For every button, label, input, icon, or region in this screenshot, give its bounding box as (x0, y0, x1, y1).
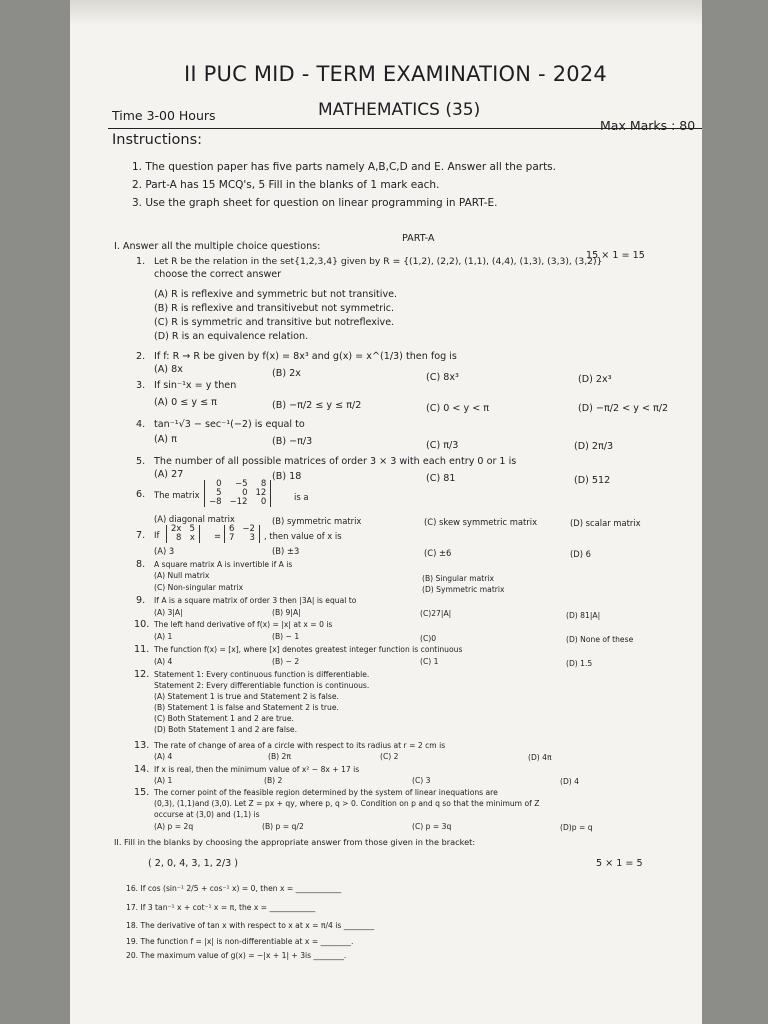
matrix-cell: −2 (242, 524, 255, 534)
option-d: (D) −π/2 < y < π/2 (578, 403, 669, 414)
option-b: (B) 9|A| (272, 608, 301, 617)
option-c: (C) ±6 (424, 548, 452, 558)
matrix-cell: 8 (260, 479, 267, 489)
option-b: (B) Statement 1 is false and Statement 2 is true. (154, 703, 339, 712)
option-a: (A) π (154, 434, 177, 445)
option-a: (A) 1 (154, 776, 173, 785)
fill-blank-question: 18. The derivative of tan x with respect to x at x = π/4 is ________ (126, 921, 375, 930)
fill-blank-question: 19. The function f = |x| is non-differentiable at x = ________. (126, 937, 354, 946)
option-d: (D) None of these (566, 635, 634, 644)
question-number: 6. (136, 489, 146, 500)
option-b: (B) − 2 (272, 657, 300, 666)
question-text: choose the correct answer (154, 269, 282, 280)
option-c: (C) Non-singular matrix (154, 583, 244, 592)
exam-duration: Time 3-00 Hours (112, 108, 216, 123)
option-b: (B) 2π (268, 752, 291, 761)
question-text: If (154, 530, 160, 540)
question-text: Statement 1: Every continuous function is differentiable. (154, 670, 370, 679)
question-number: 13. (134, 740, 150, 751)
option-b: (B) Singular matrix (422, 574, 494, 583)
question-text: The matrix (154, 490, 200, 500)
question-number: 11. (134, 644, 150, 655)
question-number: 1. (136, 256, 146, 267)
option-d: (D) 4π (528, 753, 552, 762)
matrix-cell: 6 (229, 524, 235, 534)
section-i-heading: I. Answer all the multiple choice questions: (114, 241, 321, 252)
matrix-cell: 0 (242, 488, 248, 498)
option-d: (D) 512 (574, 475, 611, 486)
option-b: (B) 2 (264, 776, 283, 785)
option-d: (D)p = q (560, 823, 593, 832)
matrix-cell: −5 (234, 479, 248, 489)
option-c: (C)27|A| (420, 609, 452, 618)
question-text: Statement 2: Every differentiable function is continuous. (154, 681, 370, 690)
option-d: (D) 2π/3 (574, 441, 614, 452)
question-text: , then value of x is (264, 531, 342, 541)
option-b: (B) 18 (272, 471, 302, 482)
question-text: Let R be the relation in the set{1,2,3,4} given by R = {(1,2), (2,2), (1,1), (4,4), (1,3), (3,3), (3,2)} (154, 256, 603, 267)
option-c: (C) 8x³ (426, 372, 459, 383)
option-d: (D) 4 (560, 777, 580, 786)
question-number: 3. (136, 380, 146, 391)
question-text: A square matrix A is invertible if A is (154, 560, 293, 569)
question-text: (0,3), (1,1)and (3,0). Let Z = px + qy, where p, q > 0. Condition on p and q so that the minimum of Z (154, 799, 540, 808)
matrix-q6 (204, 480, 271, 507)
option-a: (A) 8x (154, 364, 183, 375)
section-i-marks: 15 × 1 = 15 (586, 250, 645, 261)
question-text: The left hand derivative of f(x) = |x| at x = 0 is (154, 620, 333, 629)
option-b: (B) −π/2 ≤ y ≤ π/2 (272, 400, 362, 411)
option-d: (D) Symmetric matrix (422, 585, 505, 594)
option-c: (C) 0 < y < π (426, 403, 490, 414)
option-c: (C) 1 (420, 657, 439, 666)
option-d: (D) 6 (570, 549, 591, 559)
option-a: (A) 0 ≤ y ≤ π (154, 397, 217, 408)
question-number: 2. (136, 351, 146, 362)
question-number: 7. (136, 530, 146, 541)
option-a: (A) diagonal matrix (154, 514, 235, 524)
question-text: is a (294, 492, 309, 502)
matrix-cell: 3 (249, 533, 255, 543)
instruction-item: 1. The question paper has five parts namely A,B,C,D and E. Answer all the parts. (132, 161, 556, 173)
answer-choices: ( 2, 0, 4, 3, 1, 2/3 ) (148, 858, 239, 869)
matrix-cell: 8 (176, 533, 182, 543)
option-d: (D) R is an equivalence relation. (154, 331, 309, 342)
question-number: 12. (134, 669, 150, 680)
matrix-cell: 7 (229, 533, 235, 543)
instruction-item: 3. Use the graph sheet for question on linear programming in PART-E. (132, 197, 498, 209)
matrix-cell: x (189, 533, 195, 543)
option-a: (A) 27 (154, 469, 184, 480)
option-c: (C) Both Statement 1 and 2 are true. (154, 714, 294, 723)
question-text: The corner point of the feasible region determined by the system of linear inequations are (154, 788, 498, 797)
paper-top-shadow (70, 0, 702, 26)
option-c: (C) R is symmetric and transitive but notreflexive. (154, 317, 395, 328)
part-a-label: PART-A (402, 233, 435, 244)
matrix-q7-left (166, 525, 200, 543)
option-b: (B) symmetric matrix (272, 516, 362, 526)
fill-blank-question: 20. The maximum value of g(x) = −|x + 1| + 3is ________. (126, 951, 347, 960)
option-c: (C) π/3 (426, 440, 459, 451)
matrix-cell: 0 (216, 479, 222, 489)
question-text: occurse at (3,0) and (1,1) is (154, 810, 260, 819)
option-a: (A) Null matrix (154, 571, 210, 580)
question-number: 5. (136, 456, 146, 467)
question-number: 4. (136, 419, 146, 430)
fill-blank-question: 17. If 3 tan⁻¹ x + cot⁻¹ x = π, the x = ____________ (126, 903, 316, 912)
option-c: (C) skew symmetric matrix (424, 517, 538, 527)
option-b: (B) ±3 (272, 546, 300, 556)
option-b: (B) R is reflexive and transitivebut not symmetric. (154, 303, 395, 314)
instructions-heading: Instructions: (112, 132, 203, 148)
question-text: The rate of change of area of a circle with respect to its radius at r = 2 cm is (154, 741, 446, 750)
option-a: (A) R is reflexive and symmetric but not transitive. (154, 289, 398, 300)
subject-title: MATHEMATICS (35) (318, 100, 481, 120)
option-b: (B) p = q/2 (262, 822, 304, 831)
exam-title: II PUC MID - TERM EXAMINATION - 2024 (184, 62, 607, 86)
matrix-cell: 12 (255, 488, 267, 498)
option-a: (A) 4 (154, 657, 173, 666)
matrix-cell: 5 (216, 488, 222, 498)
option-d: (D) 1.5 (566, 659, 593, 668)
matrix-cell: −8 (209, 497, 222, 507)
matrix-cell: 5 (189, 524, 195, 534)
option-a: (A) 4 (154, 752, 173, 761)
option-c: (C) p = 3q (412, 822, 452, 831)
option-c: (C) 3 (412, 776, 431, 785)
matrix-q7-right (224, 525, 260, 543)
matrix-cell: 0 (260, 497, 267, 507)
question-text: If sin⁻¹x = y then (154, 380, 237, 391)
section-ii-heading: II. Fill in the blanks by choosing the appropriate answer from those given in the bracket: (114, 837, 476, 847)
fill-blank-question: 16. If cos (sin⁻¹ 2/5 + cos⁻¹ x) = 0, then x = ____________ (126, 884, 342, 893)
option-a: (A) 1 (154, 632, 173, 641)
section-ii-marks: 5 × 1 = 5 (596, 858, 643, 869)
option-a: (A) Statement 1 is true and Statement 2 is false. (154, 692, 339, 701)
matrix-cell: 2x (171, 524, 182, 534)
question-number: 15. (134, 787, 150, 798)
option-c: (C)0 (420, 634, 437, 643)
option-d: (D) Both Statement 1 and 2 are false. (154, 725, 297, 734)
question-text: If A is a square matrix of order 3 then |3A| is equal to (154, 596, 357, 605)
option-a: (A) 3 (154, 546, 175, 556)
option-a: (A) 3|A| (154, 608, 183, 617)
question-number: 9. (136, 595, 146, 606)
question-number: 14. (134, 764, 150, 775)
question-text: The function f(x) = [x], where [x] denotes greatest integer function is continuous (154, 645, 463, 654)
exam-sheet (70, 0, 702, 1024)
option-c: (C) 2 (380, 752, 399, 761)
instruction-item: 2. Part-A has 15 MCQ's, 5 Fill in the blanks of 1 mark each. (132, 179, 440, 191)
option-c: (C) 81 (426, 473, 456, 484)
option-d: (D) scalar matrix (570, 518, 641, 528)
question-text: tan⁻¹√3 − sec⁻¹(−2) is equal to (154, 419, 305, 430)
option-b: (B) 2x (272, 368, 301, 379)
option-b: (B) −π/3 (272, 436, 313, 447)
question-number: 8. (136, 559, 146, 570)
question-text: If f: R → R be given by f(x) = 8x³ and g(x) = x^(1/3) then fog is (154, 351, 457, 362)
header-divider (108, 128, 702, 129)
matrix-cell: −12 (229, 497, 248, 507)
option-d: (D) 81|A| (566, 611, 601, 620)
option-a: (A) p = 2q (154, 822, 194, 831)
question-text: The number of all possible matrices of order 3 × 3 with each entry 0 or 1 is (154, 456, 517, 467)
equals-sign: = (214, 531, 222, 541)
option-b: (B) − 1 (272, 632, 300, 641)
option-d: (D) 2x³ (578, 374, 612, 385)
max-marks: Max Marks : 80 (600, 118, 696, 133)
question-text: If x is real, then the minimum value of x² − 8x + 17 is (154, 765, 360, 774)
question-number: 10. (134, 619, 150, 630)
